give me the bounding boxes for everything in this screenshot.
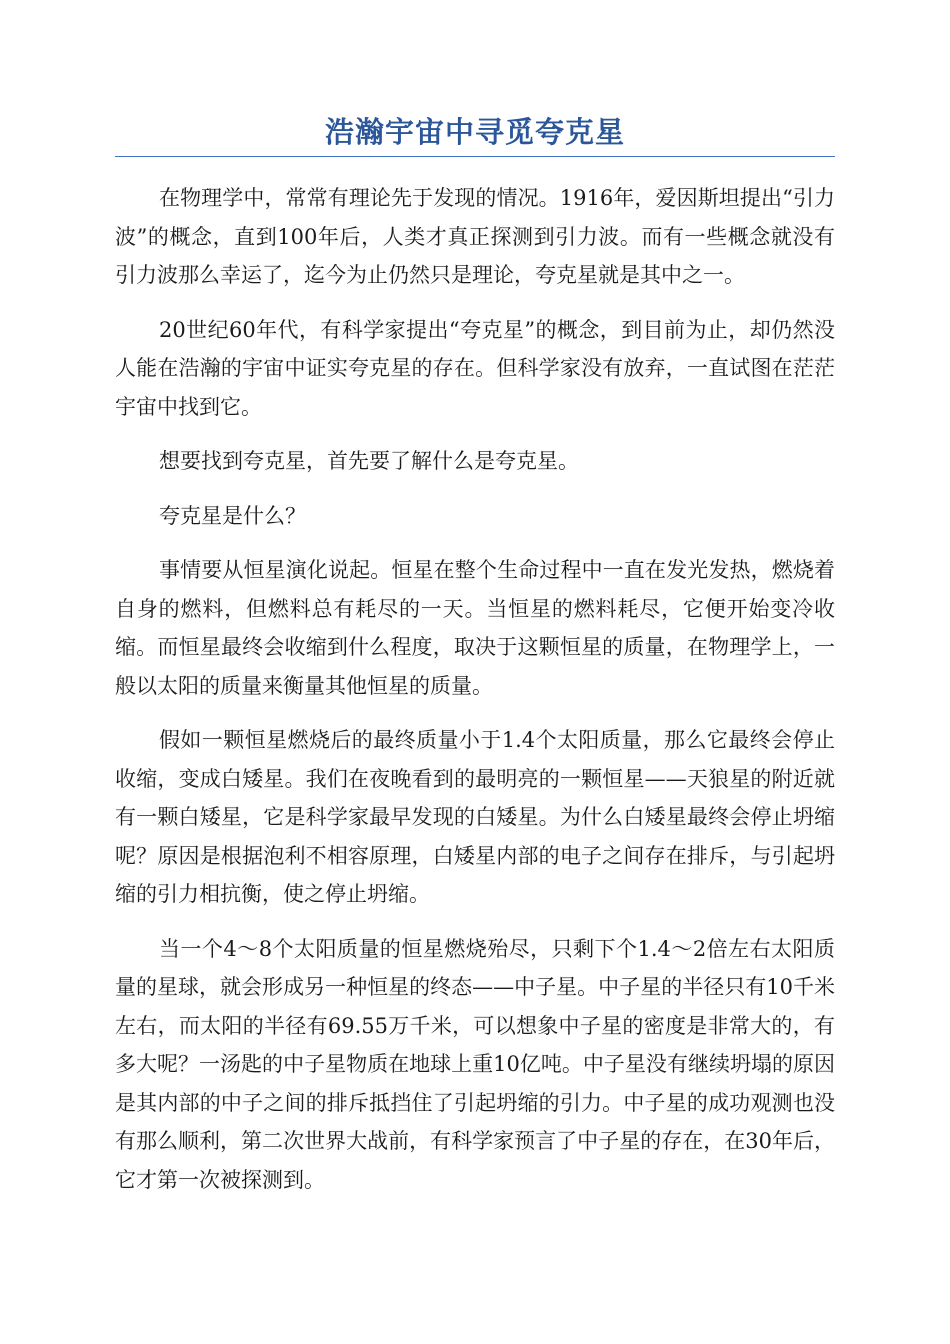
document-title: 浩瀚宇宙中寻觅夸克星 [115,110,835,157]
paragraph: 在物理学中，常常有理论先于发现的情况。1916年，爱因斯坦提出“引力波”的概念，直到100年后，人类才真正探测到引力波。而有一些概念就没有引力波那么幸运了，迄今为止仍然只是理论，夸克星就是其中之一。 [115,186,835,287]
paragraph: 想要找到夸克星，首先要了解什么是夸克星。 [159,449,579,473]
paragraph: 事情要从恒星演化说起。恒星在整个生命过程中一直在发光发热，燃烧着自身的燃料，但燃料总有耗尽的一天。当恒星的燃料耗尽，它便开始变冷收缩。而恒星最终会收缩到什么程度，取决于这颗恒星的质量，在物理学上，一般以太阳的质量来衡量其他恒星的质量。 [115,558,835,698]
document-body [115,179,835,1199]
document-page [115,110,835,1215]
section-heading: 夸克星是什么？ [159,503,306,528]
paragraph: 假如一颗恒星燃烧后的最终质量小于1.4个太阳质量，那么它最终会停止收缩，变成白矮星。我们在夜晚看到的最明亮的一颗恒星——天狼星的附近就有一颗白矮星，它是科学家最早发现的白矮星。为什么白矮星最终会停止坍缩呢？原因是根据泡利不相容原理，白矮星内部的电子之间存在排斥，与引起坍缩的引力相抗衡，使之停止坍缩。 [115,728,835,906]
paragraph: 当一个4～8个太阳质量的恒星燃烧殆尽，只剩下个1.4～2倍左右太阳质量的星球，就会形成另一种恒星的终态——中子星。中子星的半径只有10千米左右，而太阳的半径有69.55万千米，可以想象中子星的密度是非常大的，有多大呢？一汤匙的中子星物质在地球上重10亿吨。中子星没有继续坍塌的原因是其内部的中子之间的排斥抵挡住了引起坍缩的引力。中子星的成功观测也没有那么顺利，第二次世界大战前，有科学家预言了中子星的存在，在30年后，它才第一次被探测到。 [115,936,835,1192]
paragraph: 20世纪60年代，有科学家提出“夸克星”的概念，到目前为止，却仍然没人能在浩瀚的宇宙中证实夸克星的存在。但科学家没有放弃，一直试图在茫茫宇宙中找到它。 [115,317,835,419]
